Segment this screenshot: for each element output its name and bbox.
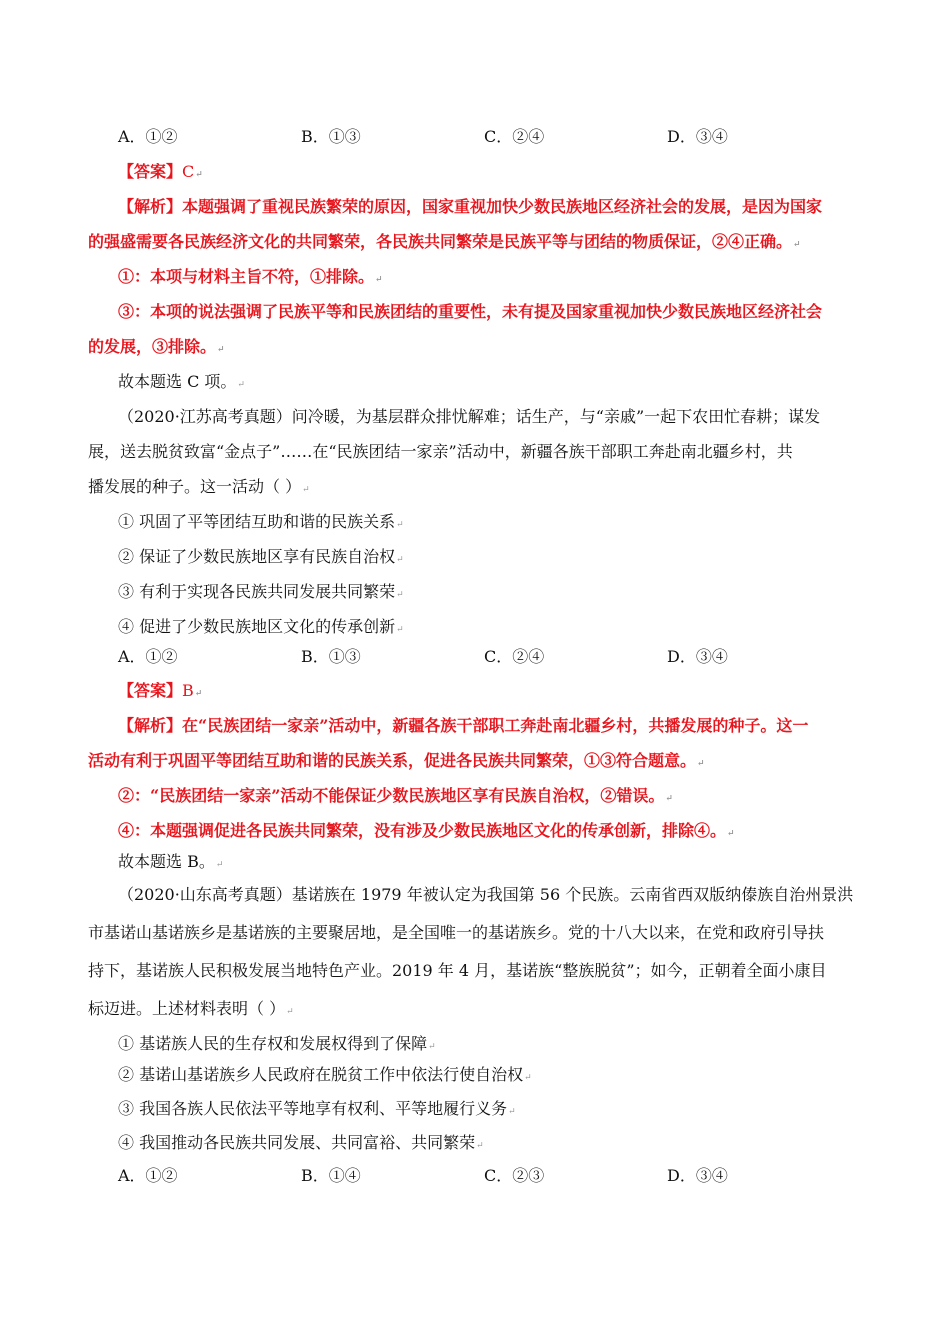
q1-answer: 【答案】C↵: [118, 162, 203, 181]
q2-analysis-line-2: 活动有利于巩固平等团结互助和谐的民族关系，促进各民族共同繁荣，①③符合题意。↵: [88, 751, 705, 770]
q1-options: [118, 127, 866, 147]
q3-option-c: C．②③: [484, 1166, 545, 1185]
q1-point-1: ①：本项与材料主旨不符，①排除。↵: [118, 267, 383, 286]
q2-option-a: A．①②: [118, 647, 178, 666]
q1-option-c: C．②④: [484, 127, 545, 146]
q3-stem-2: 市基诺山基诺族乡是基诺族的主要聚居地，是全国唯一的基诺族乡。党的十八大以来，在党和政府引导扶: [88, 923, 825, 942]
q2-conclusion: 故本题选 B。↵: [118, 852, 224, 871]
q3-statement-2: ② 基诺山基诺族乡人民政府在脱贫工作中依法行使自治权↵: [118, 1065, 532, 1084]
q2-stem-1: （2020·江苏高考真题）问冷暖，为基层群众排忧解难；话生产，与“亲戚”一起下农田忙春耕；谋发: [118, 407, 821, 426]
q3-option-b: B．①④: [301, 1166, 361, 1185]
q1-analysis-line-1: 【解析】本题强调了重视民族繁荣的原因，国家重视加快少数民族地区经济社会的发展，是因为国家: [118, 197, 823, 216]
q3-statement-4: ④ 我国推动各民族共同发展、共同富裕、共同繁荣↵: [118, 1133, 484, 1152]
q3-stem-1: （2020·山东高考真题）基诺族在 1979 年被认定为我国第 56 个民族。云南省西双版纳傣族自治州景洪: [118, 885, 854, 904]
q1-analysis-line-2: 的强盛需要各民族经济文化的共同繁荣，各民族共同繁荣是民族平等与团结的物质保证，②④正确。↵: [88, 232, 801, 251]
q2-stem-3: 播发展的种子。这一活动（ ）↵: [88, 477, 310, 496]
q2-point-2: ②：“民族团结一家亲”活动不能保证少数民族地区享有民族自治权，②错误。↵: [118, 786, 673, 805]
q3-statement-3: ③ 我国各族人民依法平等地享有权利、平等地履行义务↵: [118, 1099, 516, 1118]
q3-option-a: A．①②: [118, 1166, 178, 1185]
q2-option-d: D．③④: [667, 647, 728, 666]
q3-statement-1: ① 基诺族人民的生存权和发展权得到了保障↵: [118, 1034, 436, 1053]
q2-options: [118, 647, 866, 667]
q2-answer: 【答案】B↵: [118, 681, 203, 700]
q2-statement-4: ④ 促进了少数民族地区文化的传承创新↵: [118, 617, 404, 636]
q1-option-a: A．①②: [118, 127, 178, 146]
q3-stem-3: 持下，基诺族人民积极发展当地特色产业。2019 年 4 月，基诺族“整族脱贫”；如今，正朝着全面小康目: [88, 961, 827, 980]
q1-option-d: D．③④: [667, 127, 728, 146]
q1-option-b: B．①③: [301, 127, 361, 146]
q3-stem-4: 标迈进。上述材料表明（ ）↵: [88, 999, 294, 1018]
q2-option-c: C．②④: [484, 647, 545, 666]
q2-statement-2: ② 保证了少数民族地区享有民族自治权↵: [118, 547, 404, 566]
q2-option-b: B．①③: [301, 647, 361, 666]
q2-point-4: ④：本题强调促进各民族共同繁荣，没有涉及少数民族地区文化的传承创新，排除④。↵: [118, 821, 735, 840]
q1-point-3b: 的发展，③排除。↵: [88, 337, 225, 356]
q2-statement-3: ③ 有利于实现各民族共同发展共同繁荣↵: [118, 582, 404, 601]
q2-statement-1: ① 巩固了平等团结互助和谐的民族关系↵: [118, 512, 404, 531]
q3-option-d: D．③④: [667, 1166, 728, 1185]
q2-analysis-line-1: 【解析】在“民族团结一家亲”活动中，新疆各族干部职工奔赴南北疆乡村，共播发展的种子。这一: [118, 716, 809, 735]
q3-options: [118, 1166, 866, 1186]
q1-conclusion: 故本题选 C 项。↵: [118, 372, 245, 391]
q1-point-3a: ③：本项的说法强调了民族平等和民族团结的重要性，未有提及国家重视加快少数民族地区经济社会: [118, 302, 823, 321]
q2-stem-2: 展，送去脱贫致富“金点子”……在“民族团结一家亲”活动中，新疆各族干部职工奔赴南北疆乡村，共: [88, 442, 793, 461]
